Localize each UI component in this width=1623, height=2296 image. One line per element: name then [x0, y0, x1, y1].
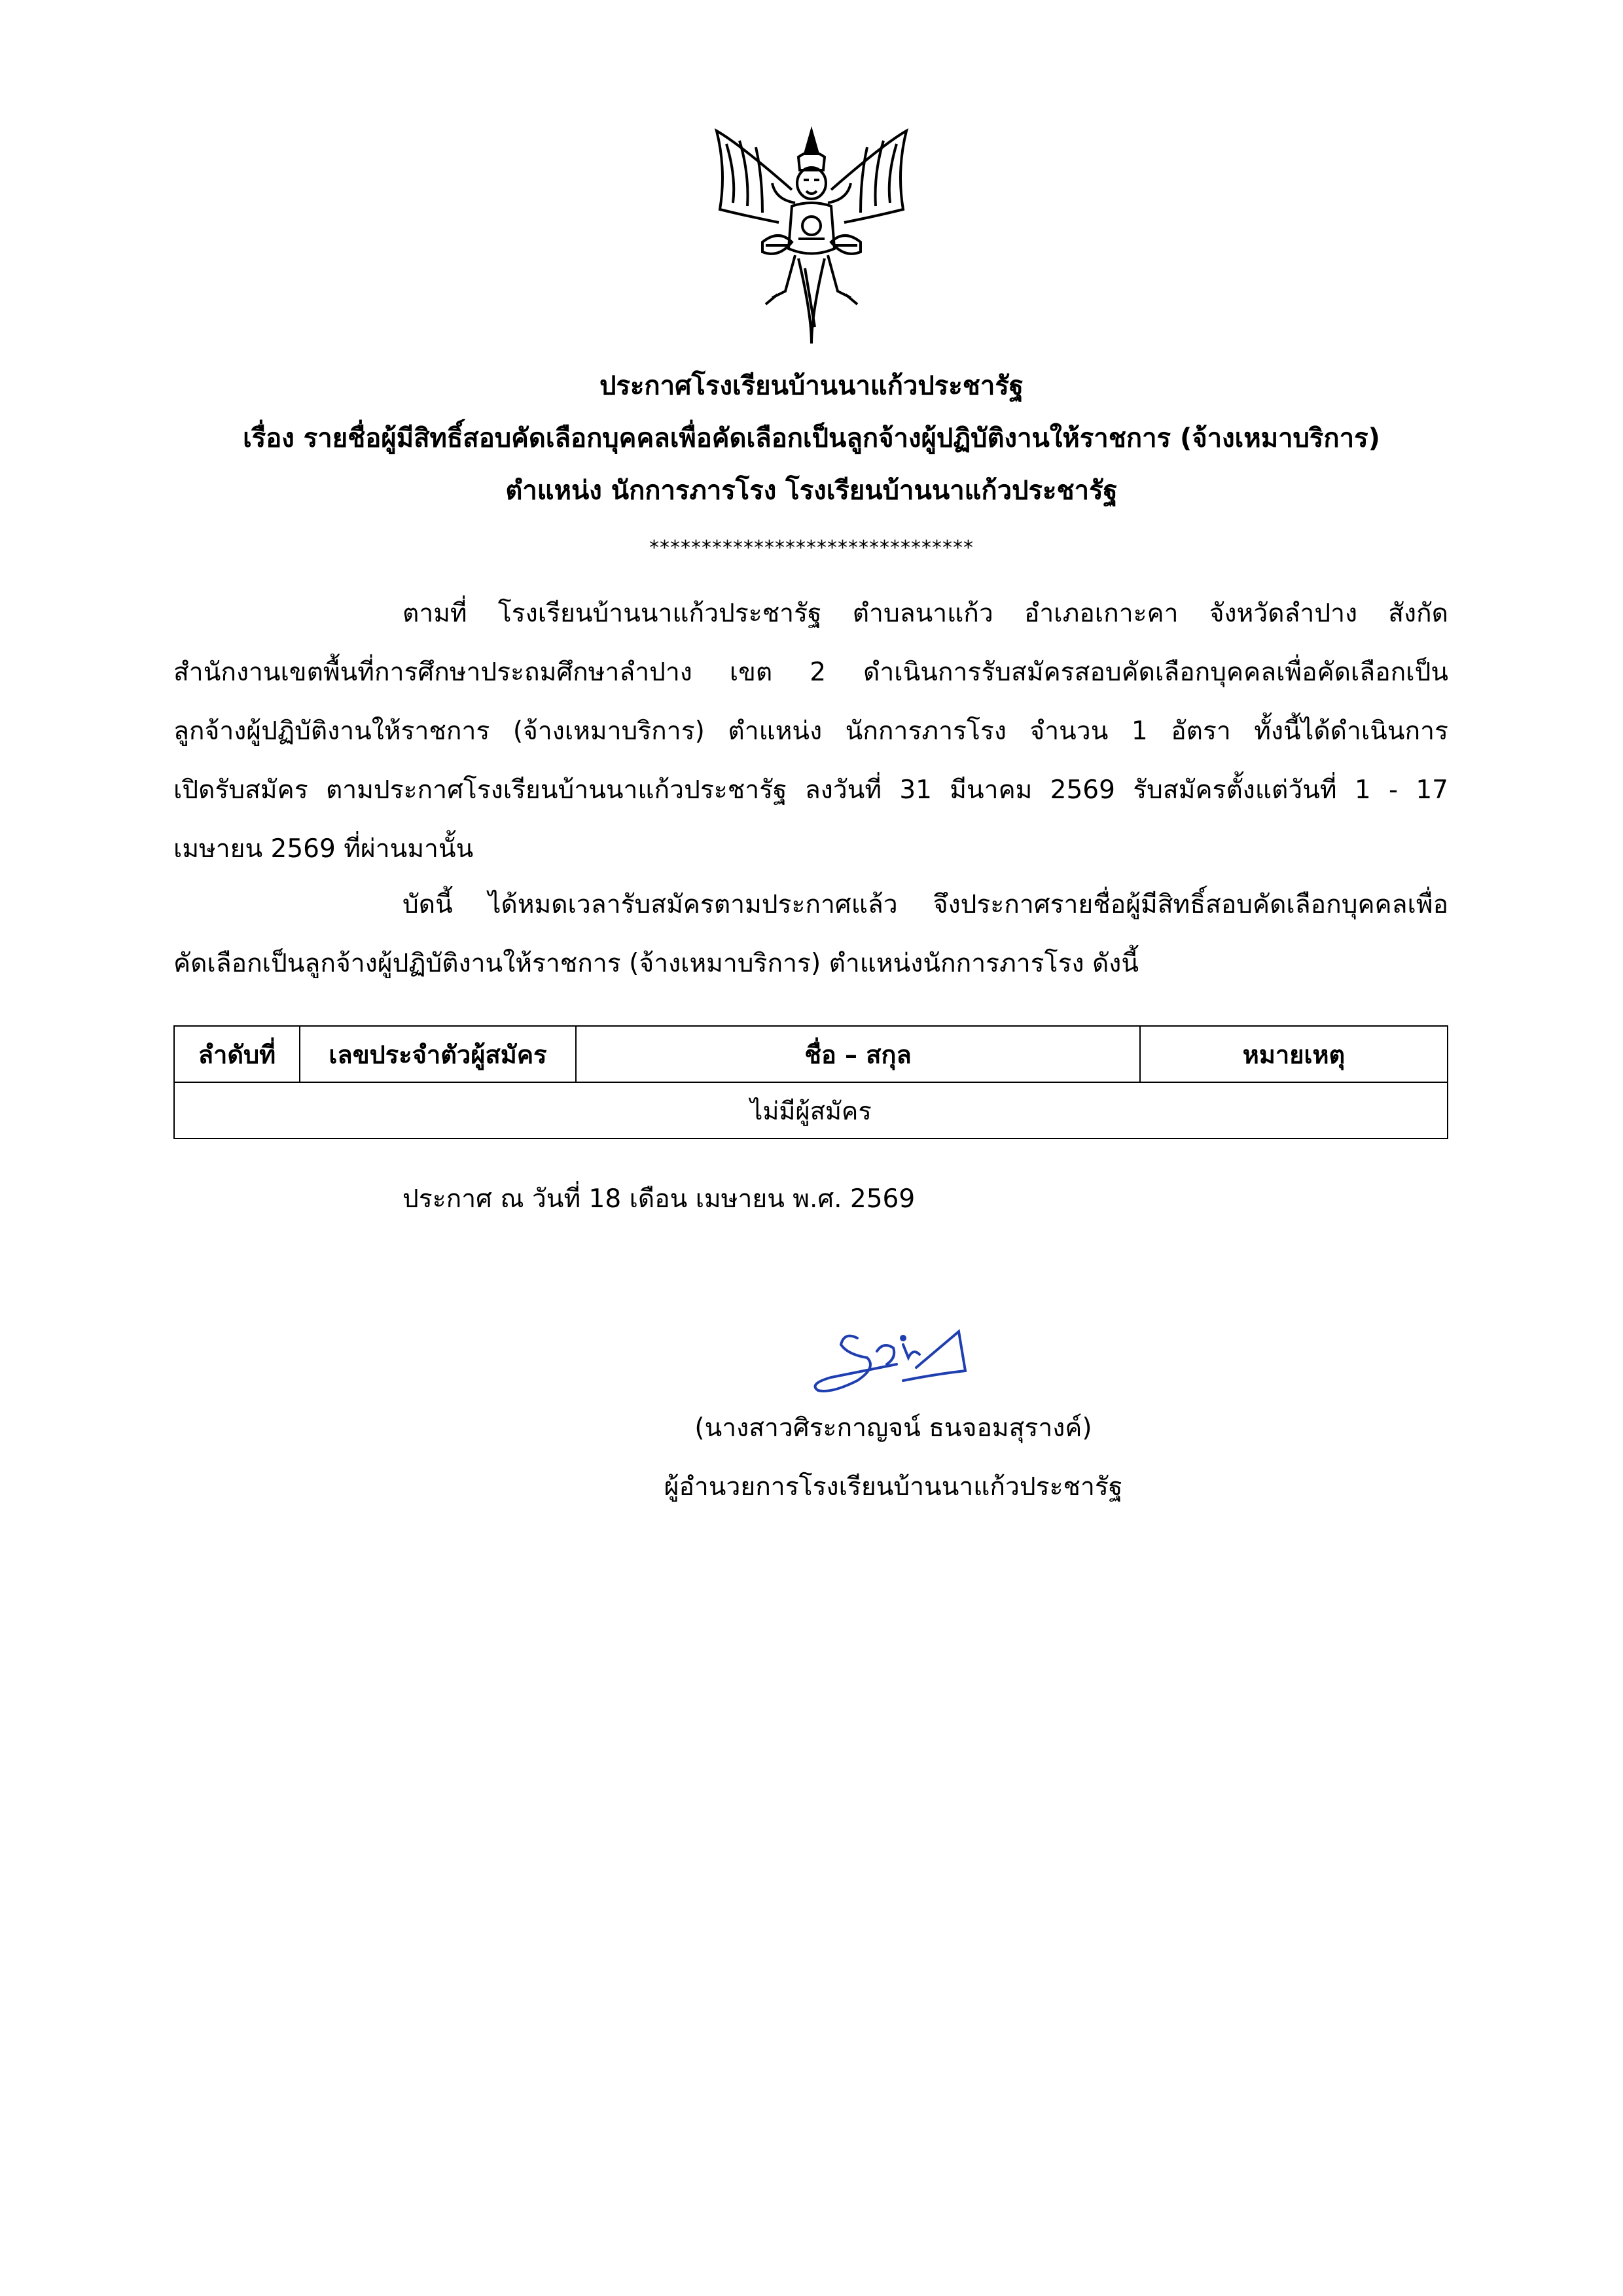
paragraph-line: คัดเลือกเป็นลูกจ้างผู้ปฏิบัติงานให้ราชการ (จ้างเหมาบริการ) ตำแหน่งนักการภารโรง ดังนี้	[173, 949, 1139, 978]
column-header-name: ชื่อ – สกุล	[576, 1026, 1140, 1082]
no-applicants-cell: ไม่มีผู้สมัคร	[174, 1082, 1448, 1139]
announcement-date: ประกาศ ณ วันที่ 18 เดือน เมษายน พ.ศ. 2569	[402, 1184, 916, 1214]
paragraph-line: บัดนี้ ได้หมดเวลารับสมัครตามประกาศแล้ว จึงประกาศรายชื่อผู้มีสิทธิ์สอบคัดเลือกบุคคลเพื่อ	[402, 890, 1448, 919]
signatory-title: ผู้อำนวยการโรงเรียนบ้านนาแก้วประชารัฐ	[664, 1472, 1123, 1502]
garuda-emblem-icon	[700, 118, 923, 353]
paragraph-line: เปิดรับสมัคร ตามประกาศโรงเรียนบ้านนาแก้วประชารัฐ ลงวันที่ 31 มีนาคม 2569 รับสมัครตั้งแต่วันที่ 1 - 17	[173, 775, 1448, 805]
paragraph-line: ตามที่ โรงเรียนบ้านนาแก้วประชารัฐ ตำบลนาแก้ว อำเภอเกาะคา จังหวัดลำปาง สังกัด	[402, 599, 1448, 628]
table-header-row	[174, 1026, 1448, 1082]
subject-line: เรื่อง รายชื่อผู้มีสิทธิ์สอบคัดเลือกบุคคลเพื่อคัดเลือกเป็นลูกจ้างผู้ปฏิบัติงานให้ราชการ (จ้างเหมาบริการ)	[243, 423, 1380, 453]
position-line: ตำแหน่ง นักการภารโรง โรงเรียนบ้านนาแก้วประชารัฐ	[505, 476, 1118, 506]
separator: *******************************	[649, 537, 974, 559]
signatory-name: (นางสาวศิระกาญจน์ ธนจอมสุรางค์)	[694, 1413, 1092, 1443]
column-header-order: ลำดับที่	[174, 1026, 300, 1082]
table-row	[174, 1082, 1448, 1139]
column-header-remarks: หมายเหตุ	[1140, 1026, 1448, 1082]
signature	[805, 1318, 1001, 1410]
column-header-applicant-id: เลขประจำตัวผู้สมัคร	[300, 1026, 576, 1082]
page-title: ประกาศโรงเรียนบ้านนาแก้วประชารัฐ	[599, 371, 1024, 401]
paragraph-line: เมษายน 2569 ที่ผ่านมานั้น	[173, 834, 474, 864]
paragraph-line: ลูกจ้างผู้ปฏิบัติงานให้ราชการ (จ้างเหมาบริการ) ตำแหน่ง นักการภารโรง จำนวน 1 อัตรา ทั้งนี้ได้ดำเนินการ	[173, 716, 1448, 746]
paragraph-line: สำนักงานเขตพื้นที่การศึกษาประถมศึกษาลำปาง เขต 2 ดำเนินการรับสมัครสอบคัดเลือกบุคคลเพื่อคัดเลือกเป็น	[173, 658, 1448, 687]
applicant-table	[173, 1025, 1448, 1139]
